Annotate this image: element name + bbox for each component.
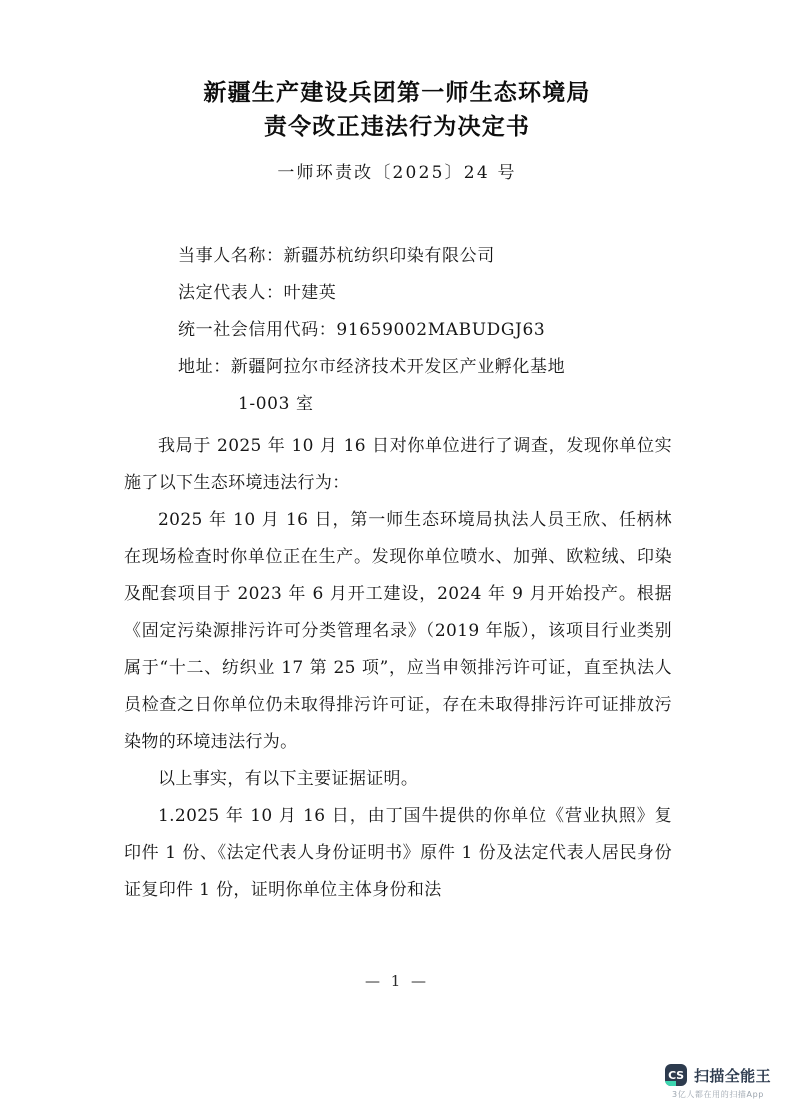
body-paragraph-evidence-intro: 以上事实，有以下主要证据证明。 [158, 769, 419, 789]
camscanner-logo-icon [665, 1064, 687, 1086]
document-title-line-2: 责令改正违法行为决定书 [263, 113, 531, 140]
document-title-line-1: 新疆生产建设兵团第一师生态环境局 [203, 79, 591, 106]
document-number: 一师环责改〔2025〕24 号 [277, 163, 517, 183]
logo-initials: CS [668, 1068, 684, 1082]
watermark-subtitle: 3亿人都在用的扫描App [672, 1090, 764, 1099]
document-header [0, 76, 794, 186]
camscanner-watermark [656, 1064, 780, 1100]
credit-code-line: 统一社会信用代码：91659002MABUDGJ63 [178, 320, 546, 340]
address-line: 地址：新疆阿拉尔市经济技术开发区产业孵化基地 [178, 357, 566, 377]
watermark-logo-row [656, 1064, 780, 1086]
document-body [124, 428, 672, 909]
legal-representative-line: 法定代表人：叶建英 [178, 283, 337, 303]
party-information-block [178, 238, 678, 423]
page-number-footer: — 1 — [364, 972, 430, 990]
body-paragraph-evidence-item-1: 1.2025 年 10 月 16 日，由丁国牛提供的你单位《营业执照》复印件 1 份、《法定代表人身份证明书》原件 1 份及法定代表人居民身份证复印件 1 份，证明你单位主体身份和法 [124, 806, 672, 900]
watermark-brand-name: 扫描全能王 [693, 1066, 771, 1085]
body-paragraph-investigation: 我局于 2025 年 10 月 16 日对你单位进行了调查，发现你单位实施了以下生态环境违法行为： [124, 436, 672, 493]
body-paragraph-violation-findings: 2025 年 10 月 16 日，第一师生态环境局执法人员王欣、任柄林在现场检查时你单位正在生产。发现你单位喷水、加弹、欧粒绒、印染及配套项目于 2023 年 6 月开工建设，2024 年 9 月开始投产。根据《固定污染源排污许可分类管理名录》（2019 年版），该项目行业类别属于“十二、纺织业 17 第 25 项”，应当申领排污许可证，直至执法人员检查之日你单位仍未取得排污许可证，存在未取得排污许可证排放污染物的环境违法行为。 [124, 510, 672, 752]
address-line-continued: 1-003 室 [238, 394, 314, 414]
logo-accent-corner [665, 1081, 676, 1086]
party-name-line: 当事人名称：新疆苏杭纺织印染有限公司 [178, 246, 495, 266]
